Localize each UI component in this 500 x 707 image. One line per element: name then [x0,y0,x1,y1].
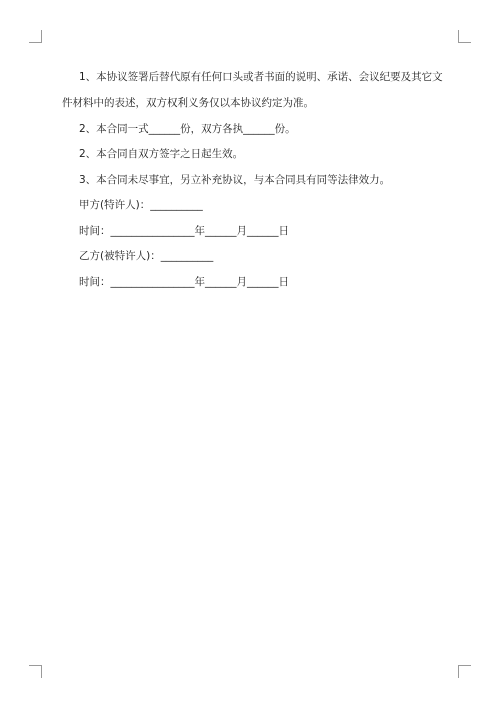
party-b-signature: 乙方(被特许人)：__________ [79,250,214,262]
clause-1-line-1: 1、本协议签署后替代原有任何口头或者书面的说明、承诺、会议纪要及其它文 [79,71,443,83]
crop-mark-top-left [29,30,42,43]
party-a-signature: 甲方(特许人)：__________ [79,199,203,211]
clause-1-line-2: 件材料中的表述，双方权利义务仅以本协议约定为准。 [62,97,314,109]
party-a-date: 时间：________________年______月______日 [79,225,289,237]
clause-3: 2、本合同自双方签字之日起生效。 [79,148,244,160]
crop-mark-bottom-right [458,665,471,678]
party-b-date: 时间：________________年______月______日 [79,276,289,288]
crop-mark-bottom-left [29,665,42,678]
crop-mark-top-right [458,30,471,43]
clause-4: 3、本合同未尽事宜，另立补充协议，与本合同具有同等法律效力。 [79,174,391,186]
clause-2: 2、本合同一式______份，双方各执______份。 [79,123,296,135]
